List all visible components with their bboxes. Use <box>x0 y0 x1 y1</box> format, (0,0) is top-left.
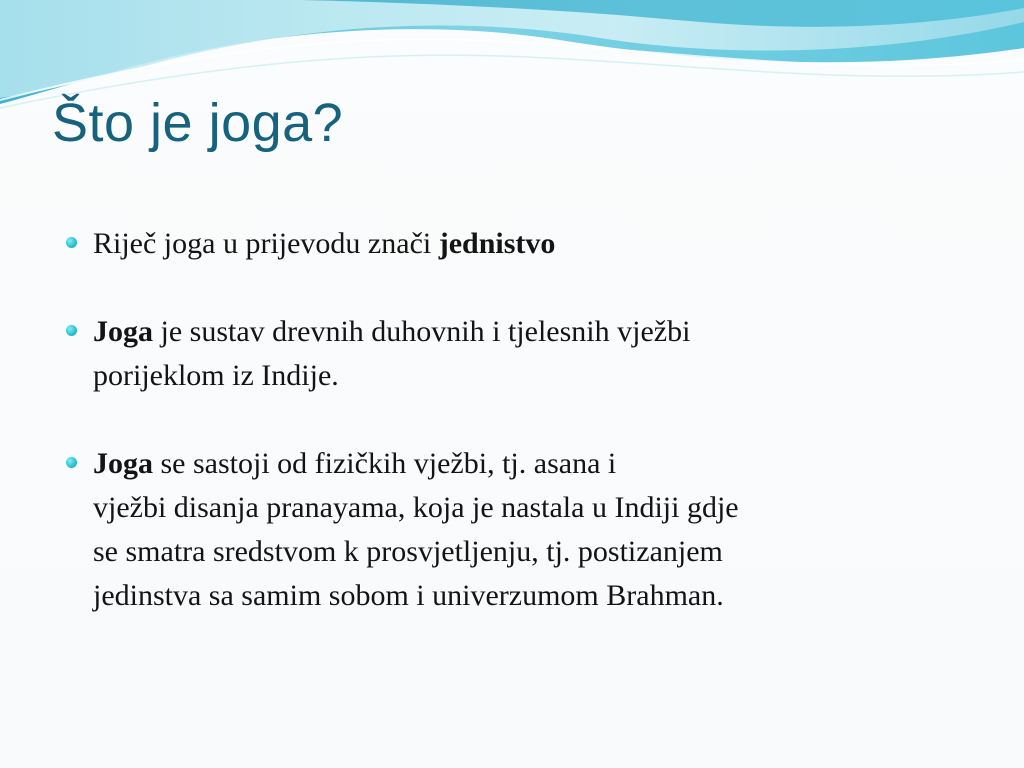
bullet-dot-icon <box>66 457 77 468</box>
bullet-line <box>93 442 964 486</box>
bullet-text: Riječ joga u prijevodu znači <box>93 227 439 260</box>
bullet-dot-icon <box>66 237 77 248</box>
bullet-item <box>64 310 964 398</box>
bullet-item <box>64 222 964 266</box>
bullet-line: jedinstva sa samim sobom i univerzumom Brahman. <box>93 579 724 612</box>
bullet-text: je sustav drevnih duhovnih i tjelesnih vježbi <box>153 315 691 348</box>
bullet-dot-icon <box>66 325 77 336</box>
bullet-bold-text: Joga <box>93 447 153 480</box>
bullet-text: se sastoji od fizičkih vježbi, tj. asana i <box>153 447 617 480</box>
bullet-line <box>93 222 964 266</box>
bullet-item <box>64 442 964 618</box>
bullet-list <box>64 222 964 618</box>
bullet-line: porijeklom iz Indije. <box>93 359 339 392</box>
bullet-bold-text: Joga <box>93 315 153 348</box>
bullet-bold-text: jednistvo <box>438 227 556 260</box>
bullet-line: vježbi disanja pranayama, koja je nastala u Indiji gdje <box>93 491 739 524</box>
slide-title: Što je joga? <box>52 93 344 153</box>
bullet-line <box>93 310 964 354</box>
bullet-line: se smatra sredstvom k prosvjetljenju, tj. postizanjem <box>93 535 723 568</box>
